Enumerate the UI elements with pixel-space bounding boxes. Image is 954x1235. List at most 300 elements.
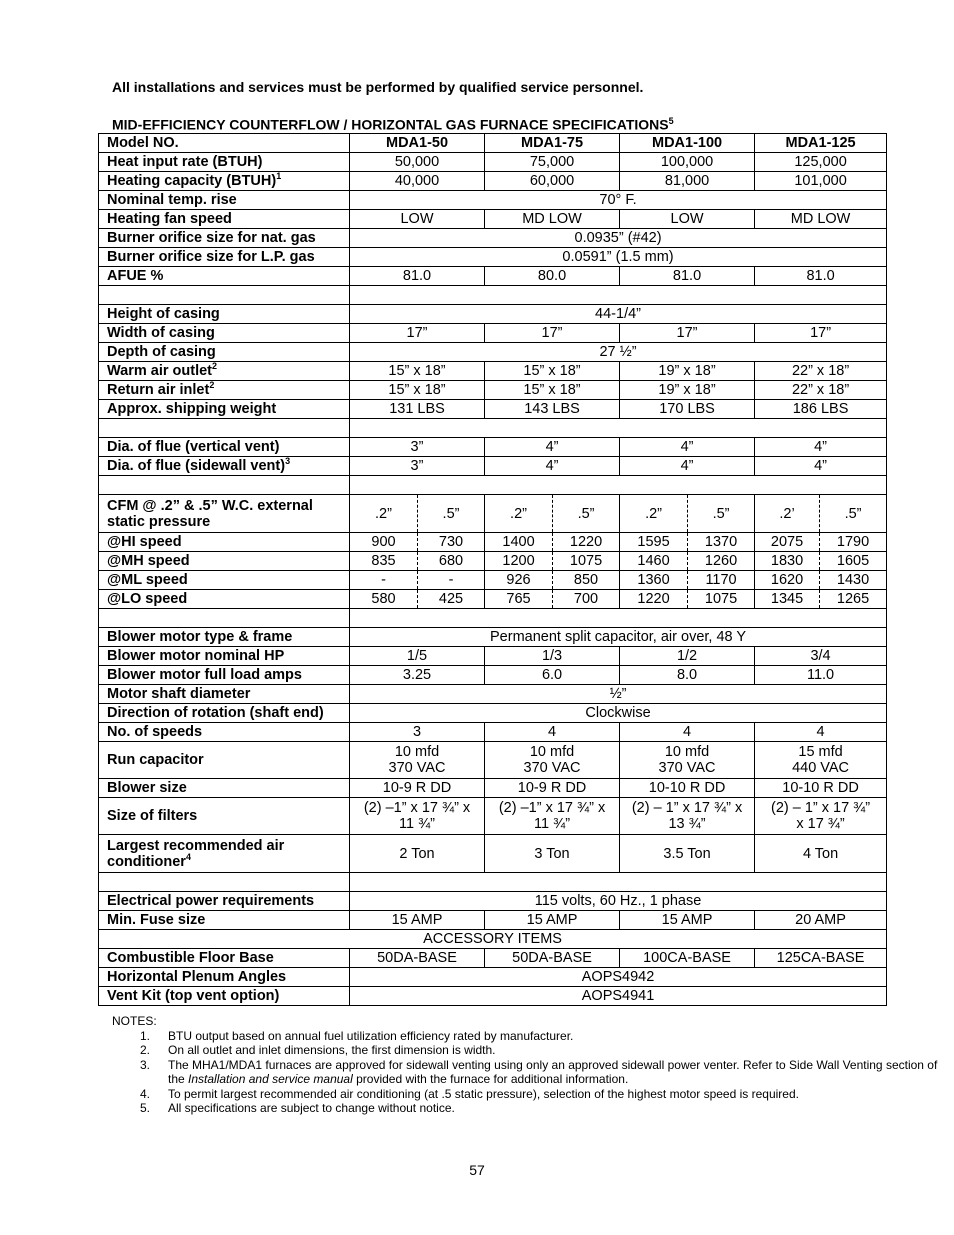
row-label: [99, 571, 350, 590]
table-cell: 81.0: [620, 267, 755, 286]
table-row: [99, 647, 887, 666]
row-label: [99, 343, 350, 362]
note-number: 3.: [140, 1057, 151, 1072]
spacer-cell: [99, 286, 350, 305]
row-label: [99, 438, 350, 457]
cfm-cell: 1220: [553, 533, 620, 552]
table-row: [99, 438, 887, 457]
row-label-text: Motor shaft diameter: [107, 686, 251, 702]
cell-line: 15 mfd: [798, 744, 843, 760]
table-cell: 125,000: [755, 153, 887, 172]
row-label-text: Blower motor nominal HP: [107, 648, 285, 664]
table-cell: 15” x 18”: [485, 381, 620, 400]
table-row: [99, 798, 887, 835]
table-cell: 75,000: [485, 153, 620, 172]
table-cell: 4: [755, 723, 887, 742]
cell-line: 370 VAC: [388, 760, 446, 776]
table-cell: 8.0: [620, 666, 755, 685]
table-row: [99, 343, 887, 362]
table-cell: LOW: [620, 210, 755, 229]
table-cell: 4”: [620, 457, 755, 476]
table-row: [99, 704, 887, 723]
cell-line: (2) –1” x 17 ¾” x: [498, 800, 606, 816]
cfm-cell: -: [418, 571, 485, 590]
table-cell: 3/4: [755, 647, 887, 666]
table-cell: 3 Ton: [485, 835, 620, 873]
cfm-cell: 1370: [688, 533, 755, 552]
cfm-cell: 1595: [620, 533, 688, 552]
table-cell: MDA1-100: [620, 134, 755, 153]
row-label: [99, 892, 350, 911]
table-cell: 15” x 18”: [350, 362, 485, 381]
table-cell: 143 LBS: [485, 400, 620, 419]
row-label: [99, 153, 350, 172]
row-label-text: Size of filters: [107, 808, 198, 824]
cfm-cell: 2075: [755, 533, 820, 552]
table-cell: 3”: [350, 438, 485, 457]
table-row: [99, 571, 887, 590]
note-item: [112, 1101, 954, 1116]
row-label: [99, 647, 350, 666]
merged-cell: 44-1/4”: [350, 305, 887, 324]
table-cell: 80.0: [485, 267, 620, 286]
table-row: [99, 552, 887, 571]
cfm-cell: 926: [485, 571, 553, 590]
notice-text: All installations and services must be performed by qualified service personnel.: [112, 79, 644, 95]
table-row: [99, 381, 887, 400]
cfm-cell: 850: [553, 571, 620, 590]
table-cell: 10-9 R DD: [485, 779, 620, 798]
table-row: [99, 533, 887, 552]
table-row: [99, 362, 887, 381]
note-item: [112, 1058, 954, 1087]
row-label-text: Min. Fuse size: [107, 912, 206, 928]
table-cell: 101,000: [755, 172, 887, 191]
table-cell: 3.5 Ton: [620, 835, 755, 873]
table-cell: MD LOW: [485, 210, 620, 229]
row-label-text: Blower motor full load amps: [107, 667, 302, 683]
cfm-cell: 1460: [620, 552, 688, 571]
cfm-cell: 835: [350, 552, 418, 571]
table-row: [99, 172, 887, 191]
note-item: [112, 1087, 954, 1102]
table-cell: [755, 798, 887, 835]
row-label-text: No. of speeds: [107, 724, 203, 740]
table-cell: MD LOW: [755, 210, 887, 229]
table-row: [99, 305, 887, 324]
table-cell: 40,000: [350, 172, 485, 191]
row-label-text: Vent Kit (top vent option): [107, 988, 280, 1004]
spacer-row: [99, 476, 887, 495]
row-label: [99, 400, 350, 419]
table-cell: 10-10 R DD: [620, 779, 755, 798]
spec-title-text: MID-EFFICIENCY COUNTERFLOW / HORIZONTAL GAS FURNACE SPECIFICATIONS: [112, 116, 669, 133]
row-label: [99, 685, 350, 704]
spacer-row: [99, 609, 887, 628]
row-label-text: Dia. of flue (sidewall vent): [107, 458, 286, 474]
spacer-cell: [99, 609, 350, 628]
spacer-cell: [350, 419, 887, 438]
table-cell: 4”: [485, 438, 620, 457]
note-text: To permit largest recommended air conditioning (at .5 static pressure), selection of the highest motor speed is required.: [168, 1086, 799, 1101]
table-cell: 17”: [350, 324, 485, 343]
note-text: On all outlet and inlet dimensions, the first dimension is width.: [168, 1043, 496, 1057]
row-label-text: Combustible Floor Base: [107, 950, 274, 966]
row-label: [99, 968, 350, 987]
table-cell: LOW: [350, 210, 485, 229]
note-number: 2.: [140, 1043, 151, 1057]
spec-title-footnote: 5: [668, 116, 674, 126]
table-row: [99, 930, 887, 949]
table-row: [99, 210, 887, 229]
row-label: [99, 949, 350, 968]
table-cell: 50DA-BASE: [350, 949, 485, 968]
row-label-text: Height of casing: [107, 306, 220, 322]
table-row: [99, 968, 887, 987]
table-cell: 2 Ton: [350, 835, 485, 873]
row-label-text: @LO speed: [107, 591, 188, 607]
row-label-text: Dia. of flue (vertical vent): [107, 439, 280, 455]
spacer-row: [99, 286, 887, 305]
table-row: [99, 495, 887, 533]
table-row: [99, 892, 887, 911]
row-label: [99, 704, 350, 723]
merged-cell: Clockwise: [350, 704, 887, 723]
row-label: [99, 552, 350, 571]
row-label-text: Heating capacity (BTUH): [107, 173, 277, 189]
row-label: [99, 210, 350, 229]
table-row: [99, 949, 887, 968]
cell-line: (2) –1” x 17 ¾” x: [363, 800, 471, 816]
table-row: [99, 457, 887, 476]
row-label-text: Depth of casing: [107, 344, 216, 360]
table-cell: [755, 742, 887, 779]
table-row: [99, 987, 887, 1006]
table-cell: 4”: [620, 438, 755, 457]
cfm-cell: .5”: [553, 495, 620, 533]
footnote-ref: 2: [209, 380, 215, 391]
row-label-text: Burner orifice size for nat. gas: [107, 230, 316, 246]
note-text: All specifications are subject to change without notice.: [168, 1101, 455, 1115]
table-cell: 19” x 18”: [620, 381, 755, 400]
note-number: 1.: [140, 1028, 151, 1043]
table-cell: 15” x 18”: [350, 381, 485, 400]
table-cell: 4: [620, 723, 755, 742]
row-label: [99, 172, 350, 191]
table-row: [99, 779, 887, 798]
table-cell: 11.0: [755, 666, 887, 685]
table-cell: 3: [350, 723, 485, 742]
spacer-row: [99, 419, 887, 438]
cell-line: x 17 ¾”: [796, 816, 845, 832]
cfm-cell: -: [350, 571, 418, 590]
table-cell: [620, 798, 755, 835]
table-row: [99, 248, 887, 267]
spacer-row: [99, 873, 887, 892]
row-label-text: Horizontal Plenum Angles: [107, 969, 287, 985]
row-label-text: Burner orifice size for L.P. gas: [107, 249, 315, 265]
table-cell: 4”: [485, 457, 620, 476]
cfm-cell: 1790: [820, 533, 887, 552]
row-label-text: Return air inlet: [107, 382, 210, 398]
cfm-cell: 1620: [755, 571, 820, 590]
row-label-text: Width of casing: [107, 325, 215, 341]
spacer-cell: [99, 419, 350, 438]
notes-heading: NOTES:: [112, 1014, 157, 1028]
cfm-cell: 765: [485, 590, 553, 609]
row-label: [99, 457, 350, 476]
footnote-ref: 4: [185, 851, 191, 862]
cell-line: 11 ¾”: [399, 816, 436, 832]
merged-cell: 70° F.: [350, 191, 887, 210]
footnote-ref: 1: [276, 171, 282, 182]
accessory-heading: ACCESSORY ITEMS: [99, 930, 887, 949]
cell-line: (2) – 1” x 17 ¾”: [770, 800, 871, 816]
row-label-text: static pressure: [107, 513, 211, 530]
table-cell: [485, 798, 620, 835]
cfm-cell: 1220: [620, 590, 688, 609]
row-label-text: Run capacitor: [107, 752, 204, 768]
cfm-cell: 1075: [688, 590, 755, 609]
table-cell: [350, 798, 485, 835]
table-cell: 1/3: [485, 647, 620, 666]
table-row: [99, 324, 887, 343]
row-label-text: @ML speed: [107, 572, 188, 588]
row-label: [99, 267, 350, 286]
row-label: [99, 229, 350, 248]
table-cell: 17”: [620, 324, 755, 343]
row-label: [99, 305, 350, 324]
table-row: [99, 267, 887, 286]
cfm-cell: 1200: [485, 552, 553, 571]
row-label-text: Heating fan speed: [107, 211, 232, 227]
row-label-text: Electrical power requirements: [107, 893, 315, 909]
table-cell: 50DA-BASE: [485, 949, 620, 968]
table-cell: MDA1-50: [350, 134, 485, 153]
table-row: [99, 685, 887, 704]
table-cell: 81.0: [350, 267, 485, 286]
row-label: [99, 835, 350, 873]
cfm-cell: 1170: [688, 571, 755, 590]
notes: [112, 1014, 954, 1116]
row-label-text: Warm air outlet: [107, 363, 213, 379]
cfm-cell: 1430: [820, 571, 887, 590]
table-cell: 125CA-BASE: [755, 949, 887, 968]
row-label: [99, 134, 350, 153]
table-row: [99, 742, 887, 779]
cfm-cell: 1605: [820, 552, 887, 571]
page-number: 57: [469, 1162, 485, 1178]
table-cell: 15” x 18”: [485, 362, 620, 381]
row-label-text: @HI speed: [107, 534, 182, 550]
table-cell: 20 AMP: [755, 911, 887, 930]
cfm-cell: 1075: [553, 552, 620, 571]
table-row: [99, 911, 887, 930]
note-number: 5.: [140, 1101, 151, 1115]
cfm-cell: .2”: [485, 495, 553, 533]
table-cell: 186 LBS: [755, 400, 887, 419]
table-row: [99, 191, 887, 210]
row-label: [99, 248, 350, 267]
table-cell: 17”: [485, 324, 620, 343]
table-cell: 3.25: [350, 666, 485, 685]
cell-line: 10 mfd: [529, 744, 575, 760]
row-label: [99, 742, 350, 779]
table-cell: 6.0: [485, 666, 620, 685]
table-row: [99, 723, 887, 742]
footnote-ref: 3: [285, 456, 291, 467]
spacer-cell: [350, 609, 887, 628]
merged-cell: 0.0935” (#42): [350, 229, 887, 248]
cell-line: 10 mfd: [394, 744, 440, 760]
note-text: provided with the furnace for additional information.: [352, 1072, 629, 1086]
row-label: [99, 191, 350, 210]
table-cell: 81,000: [620, 172, 755, 191]
spacer-cell: [350, 873, 887, 892]
cfm-cell: 1830: [755, 552, 820, 571]
cfm-cell: 1400: [485, 533, 553, 552]
row-label: [99, 779, 350, 798]
table-cell: 15 AMP: [620, 911, 755, 930]
table-row: [99, 400, 887, 419]
spec-title: [112, 116, 674, 133]
note-item: [112, 1029, 954, 1044]
spacer-cell: [350, 476, 887, 495]
row-label-text: CFM @ .2” & .5” W.C. external: [107, 497, 313, 514]
table-row: [99, 628, 887, 647]
table-cell: 131 LBS: [350, 400, 485, 419]
row-label-text: Nominal temp. rise: [107, 192, 237, 208]
row-label-text: Model NO.: [107, 135, 179, 151]
merged-cell: AOPS4941: [350, 987, 887, 1006]
table-cell: 1/2: [620, 647, 755, 666]
row-label: [99, 798, 350, 835]
cell-line: 11 ¾”: [534, 816, 571, 832]
table-cell: 100,000: [620, 153, 755, 172]
cfm-cell: 700: [553, 590, 620, 609]
table-row: [99, 229, 887, 248]
row-label-text: Blower size: [107, 780, 187, 796]
cfm-cell: 1265: [820, 590, 887, 609]
spacer-cell: [99, 476, 350, 495]
cell-line: (2) – 1” x 17 ¾” x: [631, 800, 743, 816]
spec-table: [98, 133, 887, 1006]
table-row: [99, 835, 887, 873]
table-cell: 60,000: [485, 172, 620, 191]
cfm-cell: .2”: [350, 495, 418, 533]
row-label-text: conditioner: [107, 853, 186, 870]
note-text: BTU output based on annual fuel utilization efficiency rated by manufacturer.: [168, 1028, 574, 1043]
spacer-cell: [350, 286, 887, 305]
row-label-text: Blower motor type & frame: [107, 629, 293, 645]
cfm-cell: 730: [418, 533, 485, 552]
row-label-text: Approx. shipping weight: [107, 401, 277, 417]
cell-line: 370 VAC: [523, 760, 581, 776]
table-row: [99, 153, 887, 172]
table-cell: [485, 742, 620, 779]
table-cell: MDA1-75: [485, 134, 620, 153]
row-label-text: @MH speed: [107, 553, 190, 569]
row-label: [99, 324, 350, 343]
table-cell: 4”: [755, 457, 887, 476]
cfm-cell: .2’: [755, 495, 820, 533]
table-cell: 10-10 R DD: [755, 779, 887, 798]
row-label: [99, 362, 350, 381]
table-cell: [350, 742, 485, 779]
table-cell: 3”: [350, 457, 485, 476]
table-cell: 50,000: [350, 153, 485, 172]
merged-cell: Permanent split capacitor, air over, 48 Y: [350, 628, 887, 647]
cfm-cell: 1360: [620, 571, 688, 590]
row-label: [99, 495, 350, 533]
table-cell: 4 Ton: [755, 835, 887, 873]
cell-line: 13 ¾”: [668, 816, 706, 832]
table-cell: 10-9 R DD: [350, 779, 485, 798]
footnote-ref: 2: [212, 361, 218, 372]
table-row: [99, 590, 887, 609]
table-cell: 4: [485, 723, 620, 742]
table-cell: 170 LBS: [620, 400, 755, 419]
row-label-text: Heat input rate (BTUH): [107, 154, 263, 170]
table-cell: 22” x 18”: [755, 362, 887, 381]
row-label-text: Direction of rotation (shaft end): [107, 705, 324, 721]
table-cell: 4”: [755, 438, 887, 457]
row-label: [99, 628, 350, 647]
note-item: [112, 1043, 954, 1058]
cfm-cell: .5”: [418, 495, 485, 533]
cfm-cell: .5”: [688, 495, 755, 533]
cfm-cell: 900: [350, 533, 418, 552]
note-emphasis: Installation and service manual: [188, 1072, 353, 1086]
table-cell: 17”: [755, 324, 887, 343]
row-label: [99, 590, 350, 609]
table-cell: 100CA-BASE: [620, 949, 755, 968]
table-cell: 1/5: [350, 647, 485, 666]
note-number: 4.: [140, 1086, 151, 1101]
cell-line: 370 VAC: [658, 760, 716, 776]
table-row: [99, 134, 887, 153]
spacer-cell: [99, 873, 350, 892]
cfm-cell: .2”: [620, 495, 688, 533]
table-cell: 22” x 18”: [755, 381, 887, 400]
cell-line: 440 VAC: [792, 760, 850, 776]
cfm-cell: .5”: [820, 495, 887, 533]
table-cell: 81.0: [755, 267, 887, 286]
row-label: [99, 987, 350, 1006]
merged-cell: 115 volts, 60 Hz., 1 phase: [350, 892, 887, 911]
note-text: The MHA1/MDA1 furnaces are approved for sidewall venting using only an approved sidewall power venter. Refer to Side Wall Venting section of the: [168, 1057, 938, 1086]
table-cell: 19” x 18”: [620, 362, 755, 381]
merged-cell: AOPS4942: [350, 968, 887, 987]
row-label-text: AFUE %: [107, 268, 164, 284]
cfm-cell: 1260: [688, 552, 755, 571]
cell-line: 10 mfd: [664, 744, 710, 760]
cfm-cell: 580: [350, 590, 418, 609]
row-label: [99, 666, 350, 685]
row-label: [99, 723, 350, 742]
row-label: [99, 911, 350, 930]
cfm-cell: 1345: [755, 590, 820, 609]
merged-cell: 27 ½”: [350, 343, 887, 362]
row-label: [99, 381, 350, 400]
table-row: [99, 666, 887, 685]
table-cell: 15 AMP: [485, 911, 620, 930]
table-cell: 15 AMP: [350, 911, 485, 930]
row-label: [99, 533, 350, 552]
merged-cell: 0.0591” (1.5 mm): [350, 248, 887, 267]
cfm-cell: 425: [418, 590, 485, 609]
table-cell: MDA1-125: [755, 134, 887, 153]
